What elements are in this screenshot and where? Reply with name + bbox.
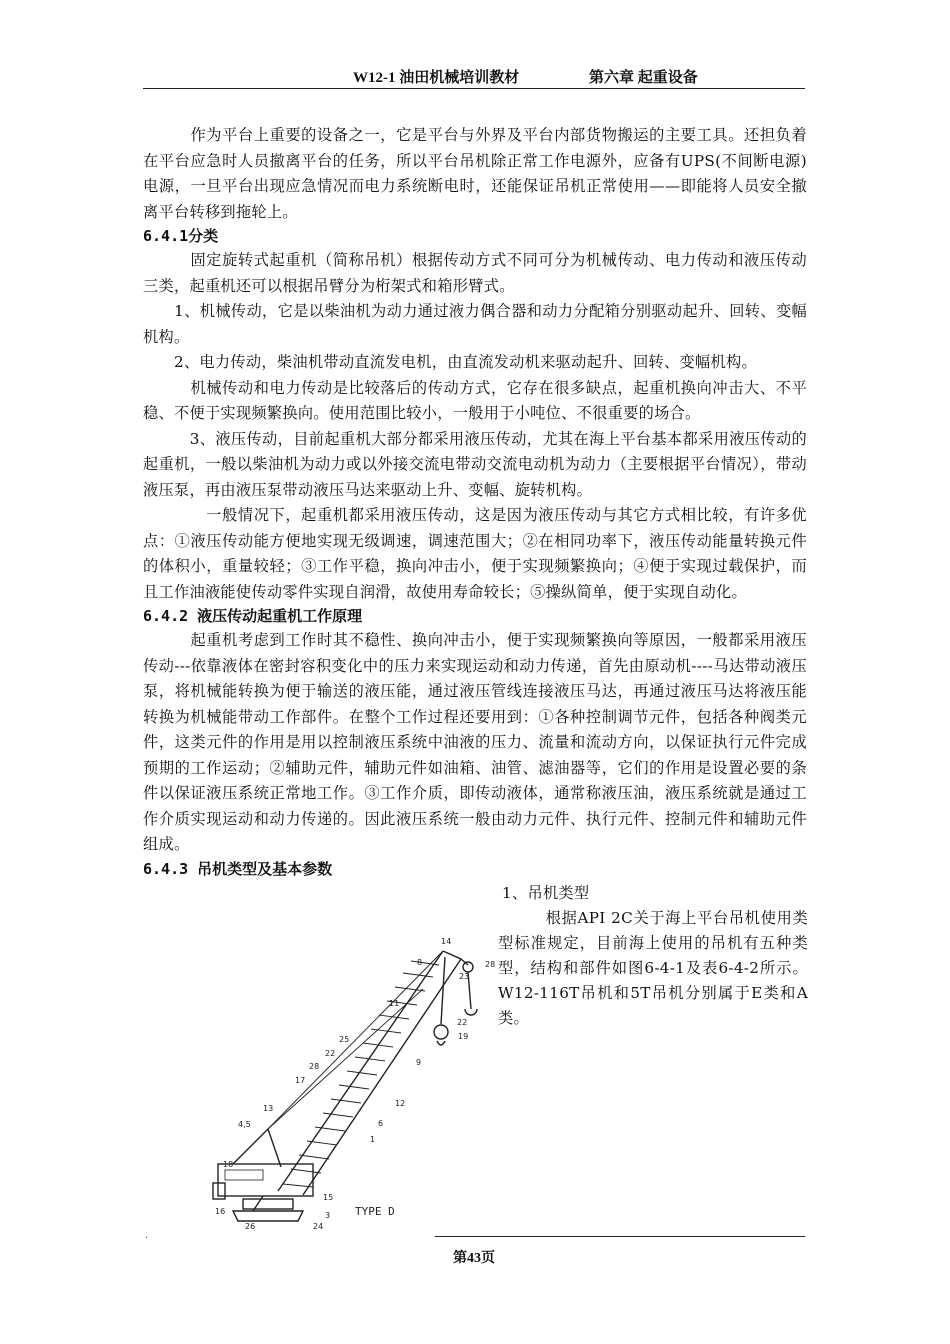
svg-text:28: 28 [309,1061,320,1071]
book-title: W12-1 油田机械培训教材 [353,70,520,86]
svg-text:17: 17 [295,1075,306,1085]
figure-caption: TYPE D [355,1204,395,1218]
svg-text:15: 15 [323,1192,334,1202]
svg-text:28: 28 [485,959,496,969]
svg-text:3: 3 [325,1210,331,1220]
paragraph: 2、电力传动，柴油机带动直流发电机，由直流发动机来驱动起升、回转、变幅机构。 [143,353,757,371]
svg-text:25: 25 [339,1034,350,1044]
paragraph: 起重机考虑到工作时其不稳性、换向冲击小，便于实现频繁换向等原因，一般都采用液压传动---依靠液体在密封容积变化中的压力来实现运动和动力传递，首先由原动机----马达带动液压泵，将机械能转换为便于输送的液压能，通过液压管线连接液压马达，再通过液压马达将液压能转换为机械能带动工作部件。在整个工作过程还要用到：①各种控制调节元件，包括各种阀类元件，这类元件的作用是用以控制液压系统中油液的压力、流量和流动方向，以保证执行元件完成预期的工作运动；②辅助元件，辅助元件如油箱、油管、滤油器等，它们的作用是设置必要的条件以保证液压系统正常地工作。③工作介质，即传动液体，通常称液压油，液压系统就是通过工作介质实现运动和动力传递的。因此液压系统一般由动力元件、执行元件、控制元件和辅助元件组成。 [143,631,807,853]
paragraph: 一般情况下，起重机都采用液压传动，这是因为液压传动与其它方式相比较，有许多优点：①液压传动能方便地实现无级调速，调速范围大；②在相同功率下，液压传动能量转换元件的体积小，重量较轻；③工作平稳，换向冲击小，便于实现频繁换向；④便于实现过载保护，而且工作油液能使传动零件实现自润滑，故使用寿命较长；⑤操纵简单，便于实现自动化。 [143,506,807,601]
paragraph: 1、机械传动，它是以柴油机为动力通过液力偶合器和动力分配箱分别驱动起升、回转、变幅机构。 [143,302,807,346]
svg-text:13: 13 [263,1103,274,1113]
chapter-title: 第六章 起重设备 [589,70,698,86]
svg-text:1: 1 [370,1134,376,1144]
intro-paragraph: 作为平台上重要的设备之一，它是平台与外界及平台内部货物搬运的主要工具。还担负着在平台应急时人员撤离平台的任务，所以平台吊机除正常工作电源外，应备有UPS(不间断电源)电源，一旦平台出现应急情况而电力系统断电时，还能保证吊机正常使用——即能将人员安全撤离平台转移到拖轮上。 [143,126,807,221]
section-642-heading: 6.4.2 液压传动起重机工作原理 [143,607,363,625]
svg-text:9: 9 [416,1057,422,1067]
paragraph: 固定旋转式起重机（简称吊机）根据传动方式不同可分为机械传动、电力传动和液压传动三类，起重机还可以根据吊臂分为桁架式和箱形臂式。 [143,251,807,295]
section-643-heading: 6.4.3 吊机类型及基本参数 [143,859,333,878]
page-content [143,123,808,1229]
figure-block [143,881,808,1229]
crane-type-d-figure [173,929,513,1229]
svg-text:19: 19 [458,1031,469,1041]
paragraph: 3、液压传动，目前起重机大部分都采用液压传动，尤其在海上平台基本都采用液压传动的起重机，一般以柴油机为动力或以外接交流电带动交流电动机为动力（主要根据平台情况），带动液压泵，再由液压泵带动液压马达来驱动上升、变幅、旋转机构。 [143,429,807,499]
svg-text:22: 22 [325,1048,336,1058]
paragraph: 机械传动和电力传动是比较落后的传动方式，它存在很多缺点，起重机换向冲击大、不平稳、不便于实现频繁换向。使用范围比较小，一般用于小吨位、不很重要的场合。 [143,378,807,422]
svg-text:11: 11 [389,998,400,1008]
paragraph: 根据API 2C关于海上平台吊机使用类型标准规定，目前海上使用的吊机有五种类型，结构和部件如图6-4-1及表6-4-2所示。W12-116T吊机和5T吊机分别属于E类和A类。 [498,908,808,1027]
margin-mark: · [145,1233,149,1244]
svg-text:4,5: 4,5 [238,1119,251,1129]
page-number: 第43页 [453,1251,495,1266]
svg-text:26: 26 [245,1221,256,1229]
page-header [143,62,805,89]
subsection-title: 1、吊机类型 [502,883,590,902]
svg-text:8: 8 [417,957,423,967]
svg-text:16: 16 [215,1206,226,1216]
svg-text:14: 14 [441,936,452,946]
svg-text:18: 18 [223,1159,234,1169]
svg-text:22: 22 [457,1017,468,1027]
svg-text:6: 6 [378,1118,384,1128]
right-column [498,881,808,1031]
svg-text:23: 23 [459,971,470,981]
footer-rule [435,1236,805,1237]
svg-text:24: 24 [313,1221,324,1229]
section-641-heading: 6.4.1分类 [143,227,219,245]
svg-text:12: 12 [395,1098,406,1108]
